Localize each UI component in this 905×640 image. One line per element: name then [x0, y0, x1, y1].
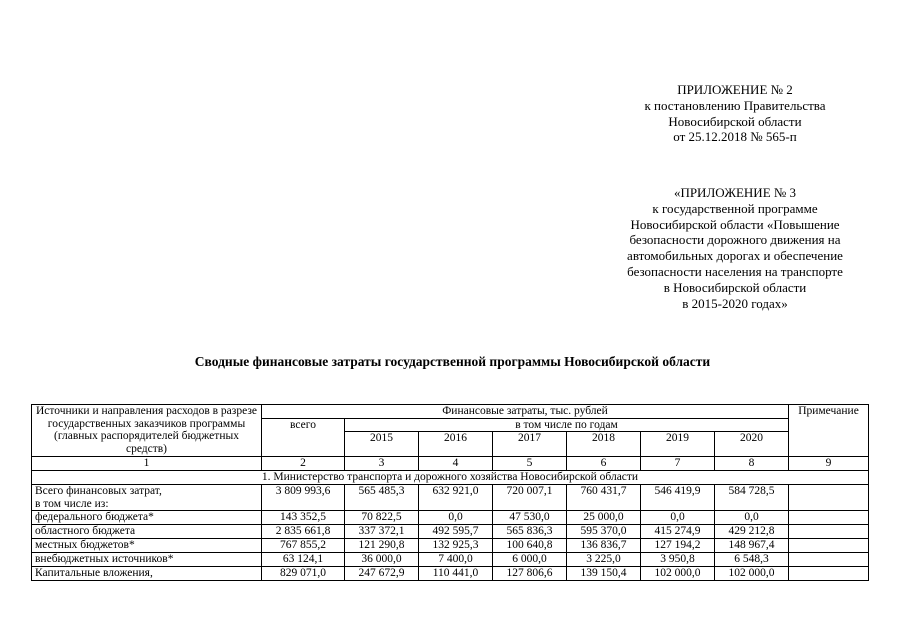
column-number: 1 — [32, 457, 262, 471]
program-appendix-line: безопасности населения на транспорте — [627, 263, 843, 279]
table-row — [32, 567, 869, 581]
row-value: 7 400,0 — [419, 553, 493, 567]
row-value: 70 822,5 — [345, 511, 419, 525]
row-value: 3 950,8 — [641, 553, 715, 567]
header-source: Источники и направления расходов в разрезе государственных заказчиков программы (главных распорядителей бюджетных средств) — [32, 405, 262, 457]
row-value: 47 530,0 — [493, 511, 567, 525]
column-number: 3 — [345, 457, 419, 471]
row-label: Всего финансовых затрат, в том числе из: — [32, 485, 262, 511]
appendix-date: от 25.12.2018 № 565-п — [673, 129, 797, 145]
row-note — [789, 539, 869, 553]
row-label: местных бюджетов* — [32, 539, 262, 553]
program-appendix-line: «ПРИЛОЖЕНИЕ № 3 — [673, 185, 797, 200]
program-appendix-header — [585, 185, 885, 311]
document-title: Сводные финансовые затраты государственной программы Новосибирской области — [194, 354, 711, 369]
row-note — [789, 511, 869, 525]
header-note: Примечание — [789, 405, 869, 457]
row-value: 136 836,7 — [567, 539, 641, 553]
row-value: 595 370,0 — [567, 525, 641, 539]
header-financial: Финансовые затраты, тыс. рублей — [262, 405, 789, 419]
header-year: 2015 — [345, 432, 419, 457]
appendix-number: ПРИЛОЖЕНИЕ № 2 — [677, 82, 793, 97]
column-number: 8 — [715, 457, 789, 471]
row-note — [789, 525, 869, 539]
header-by-years: в том числе по годам — [345, 418, 789, 432]
row-note — [789, 485, 869, 511]
column-number: 5 — [493, 457, 567, 471]
row-value: 0,0 — [715, 511, 789, 525]
row-value: 337 372,1 — [345, 525, 419, 539]
row-value: 6 000,0 — [493, 553, 567, 567]
row-value: 63 124,1 — [262, 553, 345, 567]
appendix-region: Новосибирской области — [668, 113, 802, 129]
row-value: 565 485,3 — [345, 485, 419, 511]
table-row — [32, 525, 869, 539]
row-value: 829 071,0 — [262, 567, 345, 581]
row-value: 584 728,5 — [715, 485, 789, 511]
table-row — [32, 539, 869, 553]
row-value: 3 809 993,6 — [262, 485, 345, 511]
row-value: 132 925,3 — [419, 539, 493, 553]
program-appendix-line: автомобильных дорогах и обеспечение — [627, 248, 843, 264]
row-value: 760 431,7 — [567, 485, 641, 511]
header-total: всего — [262, 418, 345, 457]
column-number: 2 — [262, 457, 345, 471]
row-value: 127 806,6 — [493, 567, 567, 581]
row-value: 148 967,4 — [715, 539, 789, 553]
header-year: 2016 — [419, 432, 493, 457]
table-row — [32, 553, 869, 567]
column-number: 6 — [567, 457, 641, 471]
row-label: областного бюджета — [32, 525, 262, 539]
row-value: 3 225,0 — [567, 553, 641, 567]
row-value: 139 150,4 — [567, 567, 641, 581]
row-note — [789, 567, 869, 581]
header-year: 2018 — [567, 432, 641, 457]
table-row — [32, 511, 869, 525]
row-value: 0,0 — [641, 511, 715, 525]
row-value: 0,0 — [419, 511, 493, 525]
column-number: 9 — [789, 457, 869, 471]
program-appendix-line: в 2015-2020 годах» — [682, 295, 788, 311]
row-value: 25 000,0 — [567, 511, 641, 525]
row-value: 143 352,5 — [262, 511, 345, 525]
financial-costs-table — [31, 404, 869, 581]
row-value: 102 000,0 — [641, 567, 715, 581]
row-value: 767 855,2 — [262, 539, 345, 553]
row-value: 6 548,3 — [715, 553, 789, 567]
row-value: 100 640,8 — [493, 539, 567, 553]
row-value: 36 000,0 — [345, 553, 419, 567]
row-note — [789, 553, 869, 567]
appendix-resolution: к постановлению Правительства — [644, 97, 826, 113]
header-year: 2017 — [493, 432, 567, 457]
appendix-header — [600, 82, 870, 145]
row-value: 110 441,0 — [419, 567, 493, 581]
row-value: 127 194,2 — [641, 539, 715, 553]
row-value: 720 007,1 — [493, 485, 567, 511]
row-value: 415 274,9 — [641, 525, 715, 539]
program-appendix-line: безопасности дорожного движения на — [629, 232, 841, 248]
program-appendix-line: к государственной программе — [652, 200, 818, 216]
header-year: 2020 — [715, 432, 789, 457]
header-year: 2019 — [641, 432, 715, 457]
row-value: 565 836,3 — [493, 525, 567, 539]
table-row — [32, 485, 869, 511]
program-appendix-line: в Новосибирской области — [663, 279, 807, 295]
program-appendix-line: Новосибирской области «Повышение — [630, 216, 840, 232]
row-label: федерального бюджета* — [32, 511, 262, 525]
row-value: 247 672,9 — [345, 567, 419, 581]
row-label: Капитальные вложения, — [32, 567, 262, 581]
row-value: 2 835 661,8 — [262, 525, 345, 539]
section-title: 1. Министерство транспорта и дорожного хозяйства Новосибирской области — [32, 471, 869, 485]
column-number: 7 — [641, 457, 715, 471]
row-value: 546 419,9 — [641, 485, 715, 511]
row-value: 102 000,0 — [715, 567, 789, 581]
column-number: 4 — [419, 457, 493, 471]
row-value: 121 290,8 — [345, 539, 419, 553]
row-value: 492 595,7 — [419, 525, 493, 539]
row-label: внебюджетных источников* — [32, 553, 262, 567]
row-value: 632 921,0 — [419, 485, 493, 511]
row-value: 429 212,8 — [715, 525, 789, 539]
